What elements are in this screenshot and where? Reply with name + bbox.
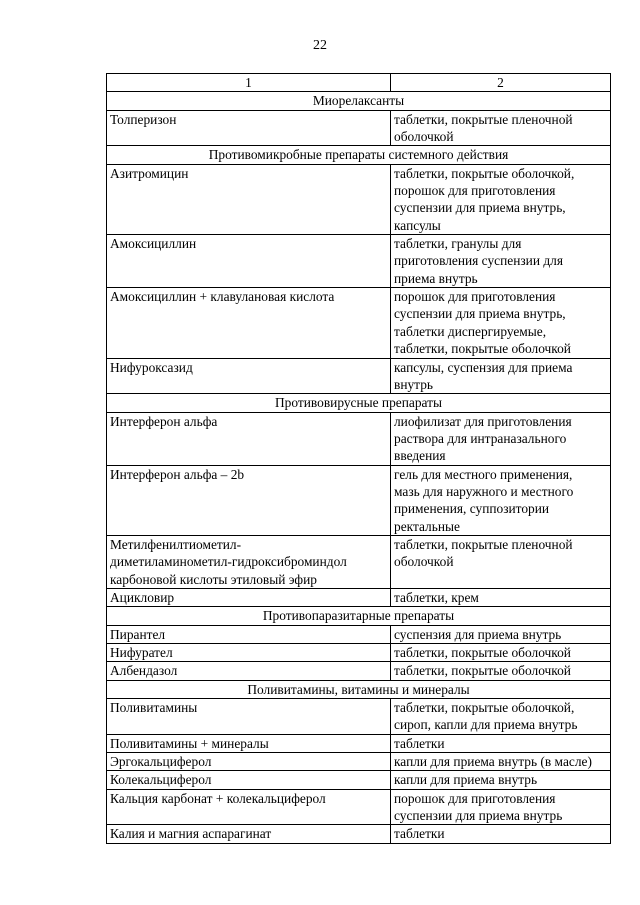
drug-name-line: Поливитамины bbox=[110, 700, 198, 716]
dosage-form-cell bbox=[391, 771, 611, 789]
table-row bbox=[107, 465, 611, 535]
dosage-form-line: ректальные bbox=[394, 518, 460, 534]
dosage-form-line: таблетки, покрытые пленочной bbox=[394, 536, 573, 552]
dosage-form-line: сироп, капли для приема внутрь bbox=[394, 717, 578, 733]
dosage-form-cell bbox=[391, 535, 611, 588]
dosage-form-cell bbox=[391, 110, 611, 146]
table-row bbox=[107, 699, 611, 735]
table-row bbox=[107, 625, 611, 643]
section-title: Противопаразитарные препараты bbox=[107, 607, 611, 625]
dosage-form-line: мазь для наружного и местного bbox=[394, 483, 574, 499]
section-row bbox=[107, 394, 611, 412]
dosage-form-line: капсулы, суспензия для приема bbox=[394, 359, 573, 375]
drug-name-cell bbox=[107, 734, 391, 752]
dosage-form-cell bbox=[391, 789, 611, 825]
dosage-form-line: таблетки, покрытые оболочкой bbox=[394, 663, 571, 679]
dosage-form-line: применения, суппозитории bbox=[394, 501, 550, 517]
drug-name-line: Толперизон bbox=[110, 111, 177, 127]
dosage-form-line: введения bbox=[394, 448, 446, 464]
table-row bbox=[107, 771, 611, 789]
table-row bbox=[107, 535, 611, 588]
dosage-form-cell bbox=[391, 699, 611, 735]
drug-name-cell bbox=[107, 412, 391, 465]
table-row bbox=[107, 753, 611, 771]
drug-name-line: Калия и магния аспарагинат bbox=[110, 826, 272, 842]
section-title: Противомикробные препараты системного действия bbox=[107, 146, 611, 164]
drug-name-cell bbox=[107, 535, 391, 588]
dosage-form-cell bbox=[391, 734, 611, 752]
table-header-row bbox=[107, 74, 611, 92]
drug-name-line: Нифурател bbox=[110, 645, 173, 660]
dosage-form-line: капсулы bbox=[394, 217, 441, 233]
drug-name-cell bbox=[107, 465, 391, 535]
table-row bbox=[107, 412, 611, 465]
dosage-form-cell bbox=[391, 644, 611, 662]
drug-name-cell bbox=[107, 164, 391, 234]
drug-name-line: Амоксициллин bbox=[110, 236, 197, 252]
table-row bbox=[107, 789, 611, 825]
dosage-form-cell bbox=[391, 753, 611, 771]
drug-name-cell bbox=[107, 588, 391, 606]
table-row bbox=[107, 734, 611, 752]
dosage-form-line: таблетки bbox=[394, 826, 445, 842]
drug-name-cell bbox=[107, 235, 391, 288]
dosage-form-cell bbox=[391, 412, 611, 465]
dosage-form-line: гель для местного применения, bbox=[394, 466, 573, 482]
drug-name-cell bbox=[107, 110, 391, 146]
section-row bbox=[107, 146, 611, 164]
dosage-form-cell bbox=[391, 625, 611, 643]
dosage-form-line: суспензии для приема внутрь bbox=[394, 808, 563, 824]
table-row bbox=[107, 110, 611, 146]
table-row bbox=[107, 288, 611, 358]
section-row bbox=[107, 680, 611, 698]
dosage-form-line: суспензии для приема внутрь, bbox=[394, 200, 566, 216]
drug-name-line: Ацикловир bbox=[110, 589, 175, 605]
dosage-form-line: оболочкой bbox=[394, 554, 454, 570]
page-number: 22 bbox=[313, 38, 327, 53]
drug-name-line: Азитромицин bbox=[110, 165, 189, 181]
section-title: Поливитамины, витамины и минералы bbox=[107, 680, 611, 698]
drug-name-line: Пирантел bbox=[110, 626, 166, 642]
dosage-form-cell bbox=[391, 288, 611, 358]
drug-name-cell bbox=[107, 825, 391, 843]
dosage-form-line: порошок для приготовления bbox=[394, 183, 556, 199]
drug-table bbox=[106, 73, 611, 844]
section-row bbox=[107, 92, 611, 110]
drug-name-line: Эргокальциферол bbox=[110, 754, 212, 770]
drug-name-cell bbox=[107, 358, 391, 394]
table-row bbox=[107, 662, 611, 680]
table-row bbox=[107, 644, 611, 662]
dosage-form-line: внутрь bbox=[394, 376, 434, 392]
dosage-form-line: таблетки, крем bbox=[394, 589, 479, 605]
drug-name-cell bbox=[107, 644, 391, 662]
dosage-form-cell bbox=[391, 358, 611, 394]
dosage-form-line: таблетки bbox=[394, 735, 445, 751]
section-row bbox=[107, 607, 611, 625]
dosage-form-line: суспензии для приема внутрь, bbox=[394, 306, 566, 322]
dosage-form-line: таблетки, покрытые оболочкой bbox=[394, 341, 571, 357]
dosage-form-line: порошок для приготовления bbox=[394, 790, 556, 806]
dosage-form-line: капли для приема внутрь (в масле) bbox=[394, 754, 592, 770]
drug-name-cell bbox=[107, 699, 391, 735]
dosage-form-line: лиофилизат для приготовления bbox=[394, 413, 572, 429]
drug-name-line: Интерферон альфа – 2b bbox=[110, 466, 245, 482]
drug-name-cell bbox=[107, 789, 391, 825]
dosage-form-cell bbox=[391, 662, 611, 680]
column-header-2: 2 bbox=[391, 74, 611, 92]
dosage-form-line: суспензия для приема внутрь bbox=[394, 626, 562, 642]
dosage-form-line: приготовления суспензии для bbox=[394, 253, 563, 269]
drug-name-line: Метилфенилтиометил- bbox=[110, 536, 242, 552]
dosage-form-line: таблетки, покрытые оболочкой bbox=[394, 645, 571, 660]
table-row bbox=[107, 825, 611, 843]
dosage-form-line: таблетки диспергируемые, bbox=[394, 323, 547, 339]
dosage-form-cell bbox=[391, 235, 611, 288]
drug-name-line: Поливитамины + минералы bbox=[110, 735, 269, 751]
dosage-form-cell bbox=[391, 465, 611, 535]
section-title: Противовирусные препараты bbox=[107, 394, 611, 412]
dosage-form-cell bbox=[391, 164, 611, 234]
drug-name-line: Амоксициллин + клавулановая кислота bbox=[110, 289, 335, 305]
drug-name-cell bbox=[107, 625, 391, 643]
dosage-form-line: раствора для интраназального bbox=[394, 430, 567, 446]
table-row bbox=[107, 358, 611, 394]
drug-name-line: Албендазол bbox=[110, 663, 178, 679]
drug-name-line: карбоновой кислоты этиловый эфир bbox=[110, 571, 317, 587]
table-row bbox=[107, 164, 611, 234]
drug-name-cell bbox=[107, 288, 391, 358]
drug-name-cell bbox=[107, 771, 391, 789]
dosage-form-line: таблетки, покрытые оболочкой, bbox=[394, 700, 575, 716]
drug-name-line: Интерферон альфа bbox=[110, 413, 218, 429]
dosage-form-cell bbox=[391, 588, 611, 606]
section-title: Миорелаксанты bbox=[107, 92, 611, 110]
dosage-form-line: таблетки, покрытые оболочкой, bbox=[394, 165, 575, 181]
dosage-form-line: оболочкой bbox=[394, 129, 454, 145]
table-row bbox=[107, 588, 611, 606]
dosage-form-line: таблетки, покрытые пленочной bbox=[394, 111, 573, 127]
dosage-form-line: приема внутрь bbox=[394, 270, 478, 286]
dosage-form-line: капли для приема внутрь bbox=[394, 772, 538, 788]
drug-name-line: Колекальциферол bbox=[110, 772, 212, 788]
drug-name-line: Нифуроксазид bbox=[110, 359, 193, 375]
dosage-form-cell bbox=[391, 825, 611, 843]
dosage-form-line: порошок для приготовления bbox=[394, 289, 556, 305]
drug-name-cell bbox=[107, 662, 391, 680]
dosage-form-line: таблетки, гранулы для bbox=[394, 236, 522, 252]
column-header-1: 1 bbox=[107, 74, 391, 92]
drug-name-line: Кальция карбонат + колекальциферол bbox=[110, 790, 326, 806]
drug-name-line: диметиламинометил-гидроксиброминдол bbox=[110, 554, 347, 570]
table-row bbox=[107, 235, 611, 288]
drug-name-cell bbox=[107, 753, 391, 771]
